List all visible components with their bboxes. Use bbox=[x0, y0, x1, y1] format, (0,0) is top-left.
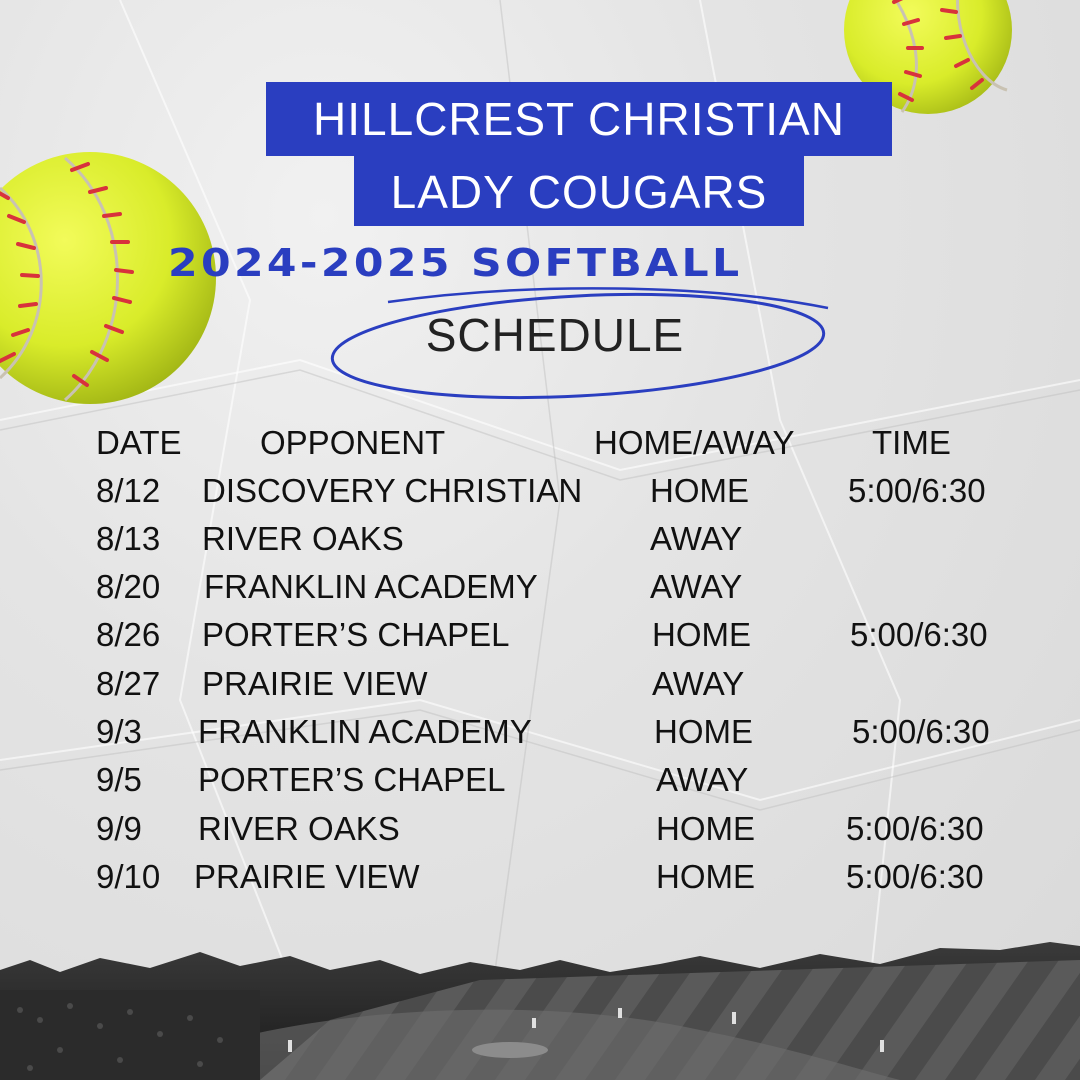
game-time: 5:00/6:30 bbox=[852, 713, 990, 750]
game-date: 9/3 bbox=[96, 713, 142, 750]
game-time: 5:00/6:30 bbox=[850, 616, 988, 653]
game-date: 9/10 bbox=[96, 858, 161, 895]
game-date: 9/5 bbox=[96, 761, 142, 798]
game-date: 8/13 bbox=[96, 520, 161, 557]
game-location: HOME bbox=[656, 858, 755, 895]
game-opponent: PORTER’S CHAPEL bbox=[202, 616, 510, 653]
column-header-date: DATE bbox=[96, 424, 182, 461]
column-header-time: TIME bbox=[872, 424, 951, 461]
game-location: HOME bbox=[652, 616, 751, 653]
game-location: AWAY bbox=[652, 665, 745, 702]
game-date: 8/26 bbox=[96, 616, 161, 653]
game-date: 9/9 bbox=[96, 810, 142, 847]
column-header-home-away: HOME/AWAY bbox=[594, 424, 795, 461]
game-opponent: PRAIRIE VIEW bbox=[194, 858, 420, 895]
game-location: HOME bbox=[656, 810, 755, 847]
column-header-opponent: OPPONENT bbox=[260, 424, 446, 461]
team-name-banner: LADY COUGARS bbox=[354, 156, 804, 226]
game-opponent: DISCOVERY CHRISTIAN bbox=[202, 472, 583, 509]
game-time: 5:00/6:30 bbox=[846, 858, 984, 895]
schedule-heading: SCHEDULE bbox=[425, 309, 685, 361]
game-location: AWAY bbox=[650, 520, 743, 557]
game-opponent: PRAIRIE VIEW bbox=[202, 665, 428, 702]
game-location: AWAY bbox=[656, 761, 749, 798]
game-time: 5:00/6:30 bbox=[848, 472, 986, 509]
game-opponent: PORTER’S CHAPEL bbox=[198, 761, 506, 798]
game-date: 8/27 bbox=[96, 665, 161, 702]
season-subtitle: 2024-2025 SOFTBALL bbox=[168, 241, 743, 285]
school-name-banner: HILLCREST CHRISTIAN bbox=[266, 82, 892, 156]
game-opponent: FRANKLIN ACADEMY bbox=[204, 568, 538, 605]
game-location: HOME bbox=[654, 713, 753, 750]
game-time: 5:00/6:30 bbox=[846, 810, 984, 847]
stadium-image bbox=[0, 930, 1080, 1080]
game-location: AWAY bbox=[650, 568, 743, 605]
game-date: 8/12 bbox=[96, 472, 161, 509]
game-location: HOME bbox=[650, 472, 749, 509]
game-opponent: RIVER OAKS bbox=[202, 520, 404, 557]
game-opponent: FRANKLIN ACADEMY bbox=[198, 713, 532, 750]
game-opponent: RIVER OAKS bbox=[198, 810, 400, 847]
game-date: 8/20 bbox=[96, 568, 161, 605]
